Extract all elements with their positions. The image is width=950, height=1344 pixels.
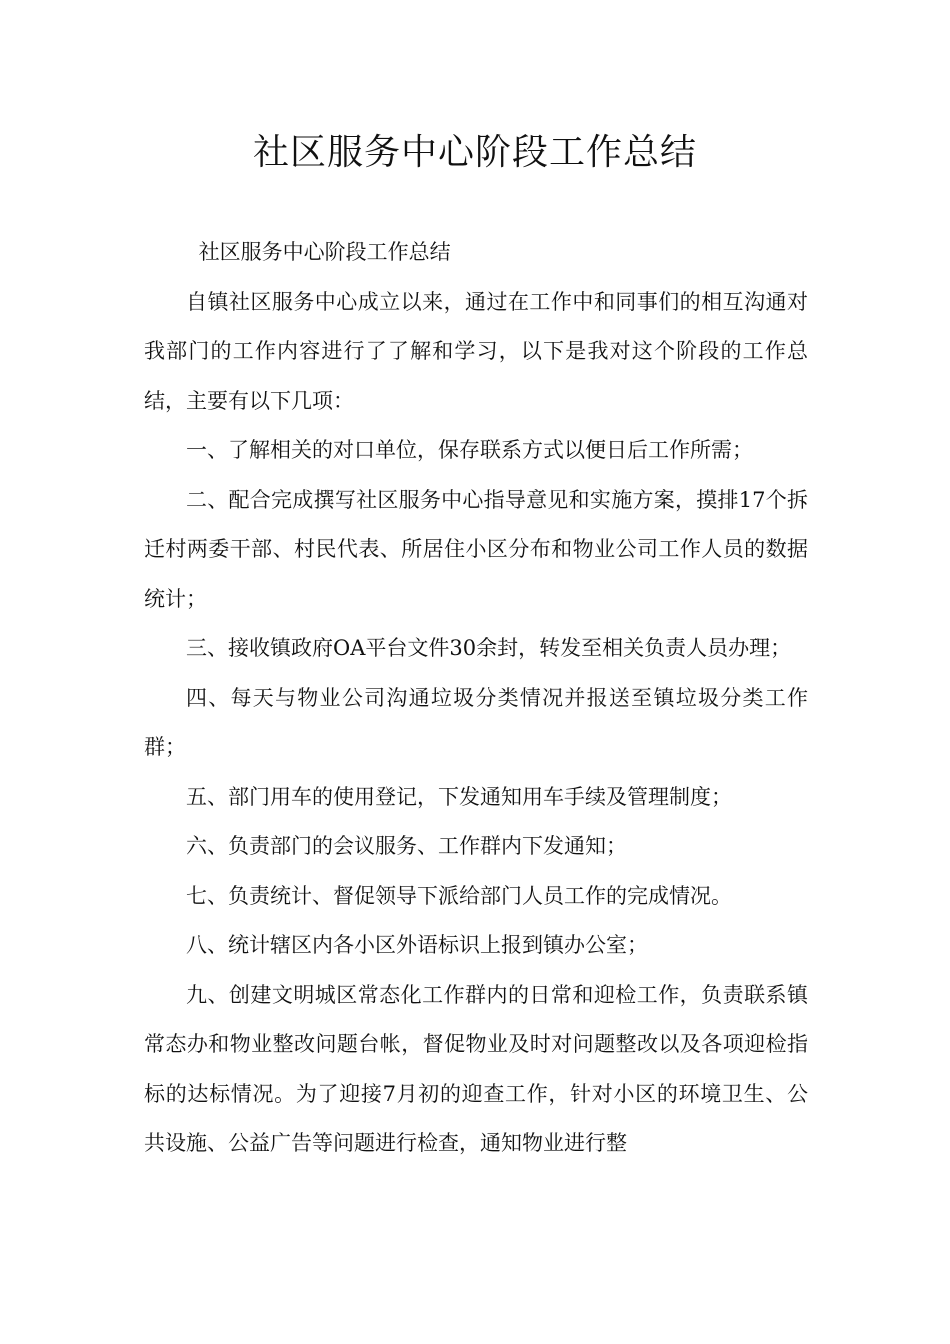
paragraph-item-6: 六、负责部门的会议服务、工作群内下发通知； xyxy=(186,834,627,858)
paragraph-item-2: 二、配合完成撰写社区服务中心指导意见和实施方案，摸排17个拆迁村两委干部、村民代表、所居住小区分布和物业公司工作人员的数据统计； xyxy=(144,487,808,611)
paragraph-item-1: 一、了解相关的对口单位，保存联系方式以便日后工作所需； xyxy=(186,438,753,462)
paragraph-item-4: 四、每天与物业公司沟通垃圾分类情况并报送至镇垃圾分类工作群； xyxy=(144,685,808,759)
paragraph-item-9: 九、创建文明城区常态化工作群内的日常和迎检工作，负责联系镇常态办和物业整改问题台帐，督促物业及时对问题整改以及各项迎检指标的达标情况。为了迎接7月初的迎查工作，针对小区的环境卫生、公共设施、公益广告等问题进行检查，通知物业进行整 xyxy=(144,982,808,1155)
paragraph-item-7: 七、负责统计、督促领导下派给部门人员工作的完成情况。 xyxy=(186,883,732,908)
paragraph-item-8: 八、统计辖区内各小区外语标识上报到镇办公室； xyxy=(186,933,648,957)
document-subtitle: 社区服务中心阶段工作总结 xyxy=(198,240,451,264)
document-body xyxy=(144,228,808,1169)
paragraph-item-3: 三、接收镇政府OA平台文件30余封，转发至相关负责人员办理； xyxy=(186,636,792,660)
document-title: 社区服务中心阶段工作总结 xyxy=(252,132,697,173)
paragraph-item-5: 五、部门用车的使用登记，下发通知用车手续及管理制度； xyxy=(186,784,732,809)
paragraph-intro: 自镇社区服务中心成立以来，通过在工作中和同事们的相互沟通对我部门的工作内容进行了了解和学习，以下是我对这个阶段的工作总结，主要有以下几项： xyxy=(144,289,808,413)
